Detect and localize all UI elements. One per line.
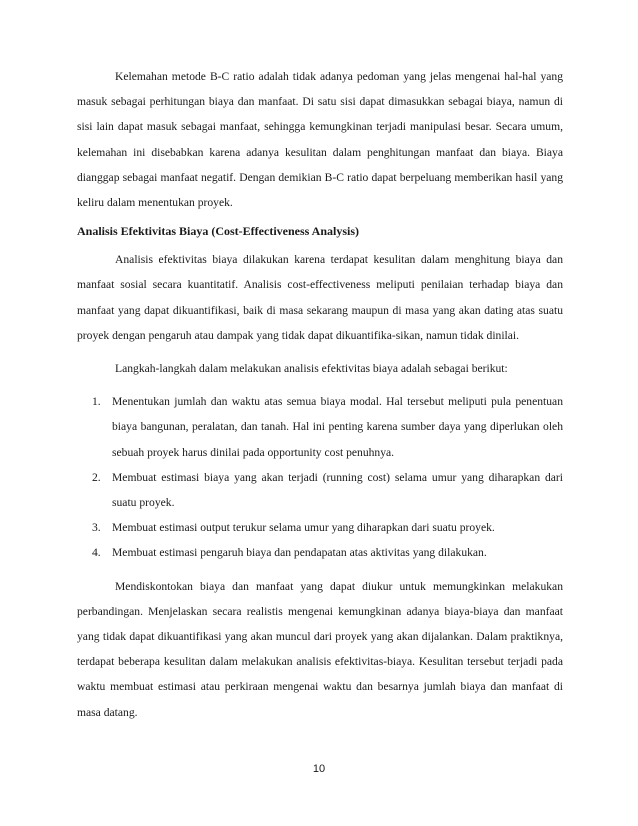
paragraph-bc-ratio-weakness: Kelemahan metode B-C ratio adalah tidak adanya pedoman yang jelas mengenai hal-hal yang masuk sebagai perhitungan biaya dan manfaat. Di satu sisi dapat dimasukkan sebagai biaya, namun di sisi lain dapat masuk sebagai manfaat, sehingga kemungkinan terjadi manipulasi besar. Secara umum, kelemahan ini disebabkan karena adanya kesulitan dalam penghitungan manfaat dan biaya. Biaya dianggap sebagai manfaat negatif. Dengan demikian B-C ratio dapat berpeluang memberikan hasil yang keliru dalam menentukan proyek. [77, 70, 563, 210]
section-heading: Analisis Efektivitas Biaya (Cost-Effectiveness Analysis) [77, 224, 359, 239]
page-content [77, 64, 563, 725]
list-item-number: 2. [92, 470, 101, 484]
list-item [77, 389, 563, 465]
list-item-number: 1. [92, 395, 101, 409]
page-number: 10 [312, 763, 326, 775]
list-item-text: Membuat estimasi output terukur selama umur yang diharapkan dari suatu proyek. [112, 521, 495, 535]
list-item-text: Membuat estimasi pengaruh biaya dan pendapatan atas aktivitas yang dilakukan. [112, 546, 487, 560]
list-item [77, 465, 563, 515]
list-item [77, 515, 563, 540]
list-item-text: Menentukan jumlah dan waktu atas semua biaya modal. Hal tersebut meliputi pula penentuan biaya bangunan, peralatan, dan tanah. Hal ini penting karena sumber daya yang diperlukan oleh sebuah proyek harus dinilai pada opportunity cost penuhnya. [112, 395, 563, 459]
list-item-number: 4. [92, 546, 101, 560]
list-item-number: 3. [92, 521, 101, 535]
list-item-text: Membuat estimasi biaya yang akan terjadi (running cost) selama umur yang diharapkan dari suatu proyek. [112, 470, 563, 510]
paragraph-steps-intro: Langkah-langkah dalam melakukan analisis efektivitas biaya adalah sebagai berikut: [115, 362, 508, 376]
list-item [77, 540, 563, 565]
paragraph-cost-effectiveness-intro: Analisis efektivitas biaya dilakukan karena terdapat kesulitan dalam menghitung biaya dan manfaat sosial secara kuantitatif. Analisis cost-effectiveness meliputi penilaian terhadap biaya dan manfaat yang dapat dikuantifikasi, baik di masa sekarang maupun di masa yang akan dating atas suatu proyek dengan pengaruh atau dampak yang tidak dapat dikuantifika-sikan, namun tidak dinilai. [77, 253, 563, 342]
steps-list [77, 389, 563, 565]
paragraph-discounting: Mendiskontokan biaya dan manfaat yang dapat diukur untuk memungkinkan melakukan perbandingan. Menjelaskan secara realistis mengenai kemungkinan adanya biaya-biaya dan manfaat yang tidak dapat dikuantifikasi yang akan muncul dari proyek yang akan dijalankan. Dalam praktiknya, terdapat beberapa kesulitan dalam melakukan analisis efektivitas-biaya. Kesulitan tersebut terjadi pada waktu membuat estimasi atau perkiraan mengenai waktu dan besarnya jumlah biaya dan manfaat di masa datang. [77, 579, 563, 719]
